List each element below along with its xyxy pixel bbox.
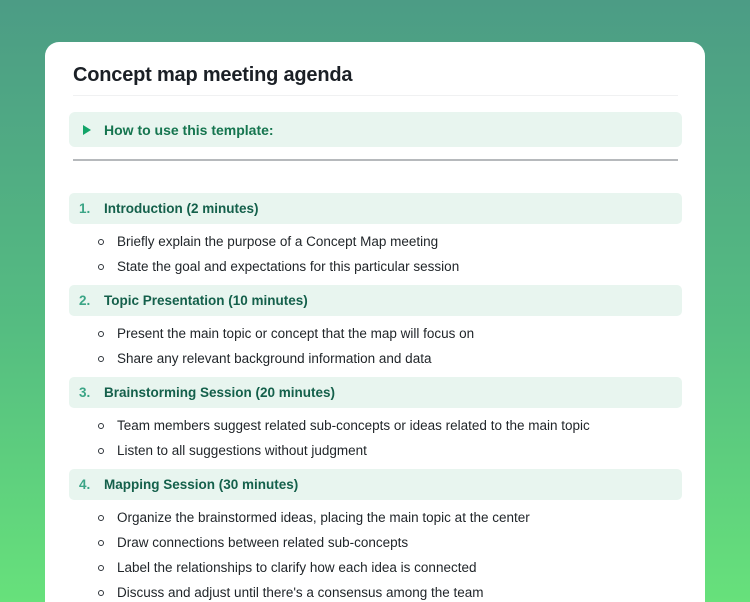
section-heading: Introduction (2 minutes) [104, 201, 259, 216]
section-bullet-list [69, 413, 682, 463]
hollow-bullet-icon [98, 565, 104, 571]
bullet-text: Share any relevant background information and data [117, 351, 432, 366]
list-item[interactable] [69, 229, 682, 254]
section-heading: Brainstorming Session (20 minutes) [104, 385, 336, 400]
list-item[interactable] [69, 580, 682, 602]
section-bullet-list [69, 505, 682, 602]
hollow-bullet-icon [98, 331, 104, 337]
title-separator [73, 95, 678, 96]
section-heading: Topic Presentation (10 minutes) [104, 293, 308, 308]
bullet-text: Team members suggest related sub-concepts or ideas related to the main topic [117, 418, 590, 433]
section-number: 2. [79, 293, 91, 308]
horizontal-divider [73, 159, 678, 161]
how-to-use-toggle[interactable] [69, 112, 682, 147]
section-bullet-list [69, 229, 682, 279]
collapsed-triangle-icon [83, 125, 91, 135]
bullet-text: Draw connections between related sub-concepts [117, 535, 409, 550]
bullet-text: Organize the brainstormed ideas, placing the main topic at the center [117, 510, 530, 525]
hollow-bullet-icon [98, 423, 104, 429]
bullet-text: State the goal and expectations for this particular session [117, 259, 460, 274]
list-item[interactable] [69, 505, 682, 530]
hollow-bullet-icon [98, 356, 104, 362]
section-number: 4. [79, 477, 91, 492]
document-content [45, 42, 705, 602]
agenda-section [69, 193, 682, 279]
section-number: 1. [79, 201, 91, 216]
bullet-text: Present the main topic or concept that the map will focus on [117, 326, 475, 341]
agenda-section [69, 285, 682, 371]
section-heading-banner[interactable] [69, 377, 682, 408]
section-heading-banner[interactable] [69, 469, 682, 500]
bullet-text: Discuss and adjust until there's a consensus among the team [117, 585, 484, 600]
section-number: 3. [79, 385, 91, 400]
document-card [45, 42, 705, 602]
list-item[interactable] [69, 438, 682, 463]
list-item[interactable] [69, 530, 682, 555]
list-item[interactable] [69, 254, 682, 279]
hollow-bullet-icon [98, 448, 104, 454]
hollow-bullet-icon [98, 515, 104, 521]
bullet-text: Listen to all suggestions without judgment [117, 443, 367, 458]
list-item[interactable] [69, 321, 682, 346]
section-bullet-list [69, 321, 682, 371]
bullet-text: Briefly explain the purpose of a Concept Map meeting [117, 234, 439, 249]
hollow-bullet-icon [98, 264, 104, 270]
section-heading: Mapping Session (30 minutes) [104, 477, 299, 492]
hollow-bullet-icon [98, 540, 104, 546]
hollow-bullet-icon [98, 239, 104, 245]
agenda-section [69, 469, 682, 602]
toggle-label: How to use this template: [104, 121, 274, 138]
hollow-bullet-icon [98, 590, 104, 596]
agenda-sections [69, 193, 682, 602]
page-title: Concept map meeting agenda [73, 64, 353, 86]
section-heading-banner[interactable] [69, 193, 682, 224]
bullet-text: Label the relationships to clarify how each idea is connected [117, 560, 477, 575]
agenda-section [69, 377, 682, 463]
section-heading-banner[interactable] [69, 285, 682, 316]
list-item[interactable] [69, 413, 682, 438]
list-item[interactable] [69, 346, 682, 371]
list-item[interactable] [69, 555, 682, 580]
